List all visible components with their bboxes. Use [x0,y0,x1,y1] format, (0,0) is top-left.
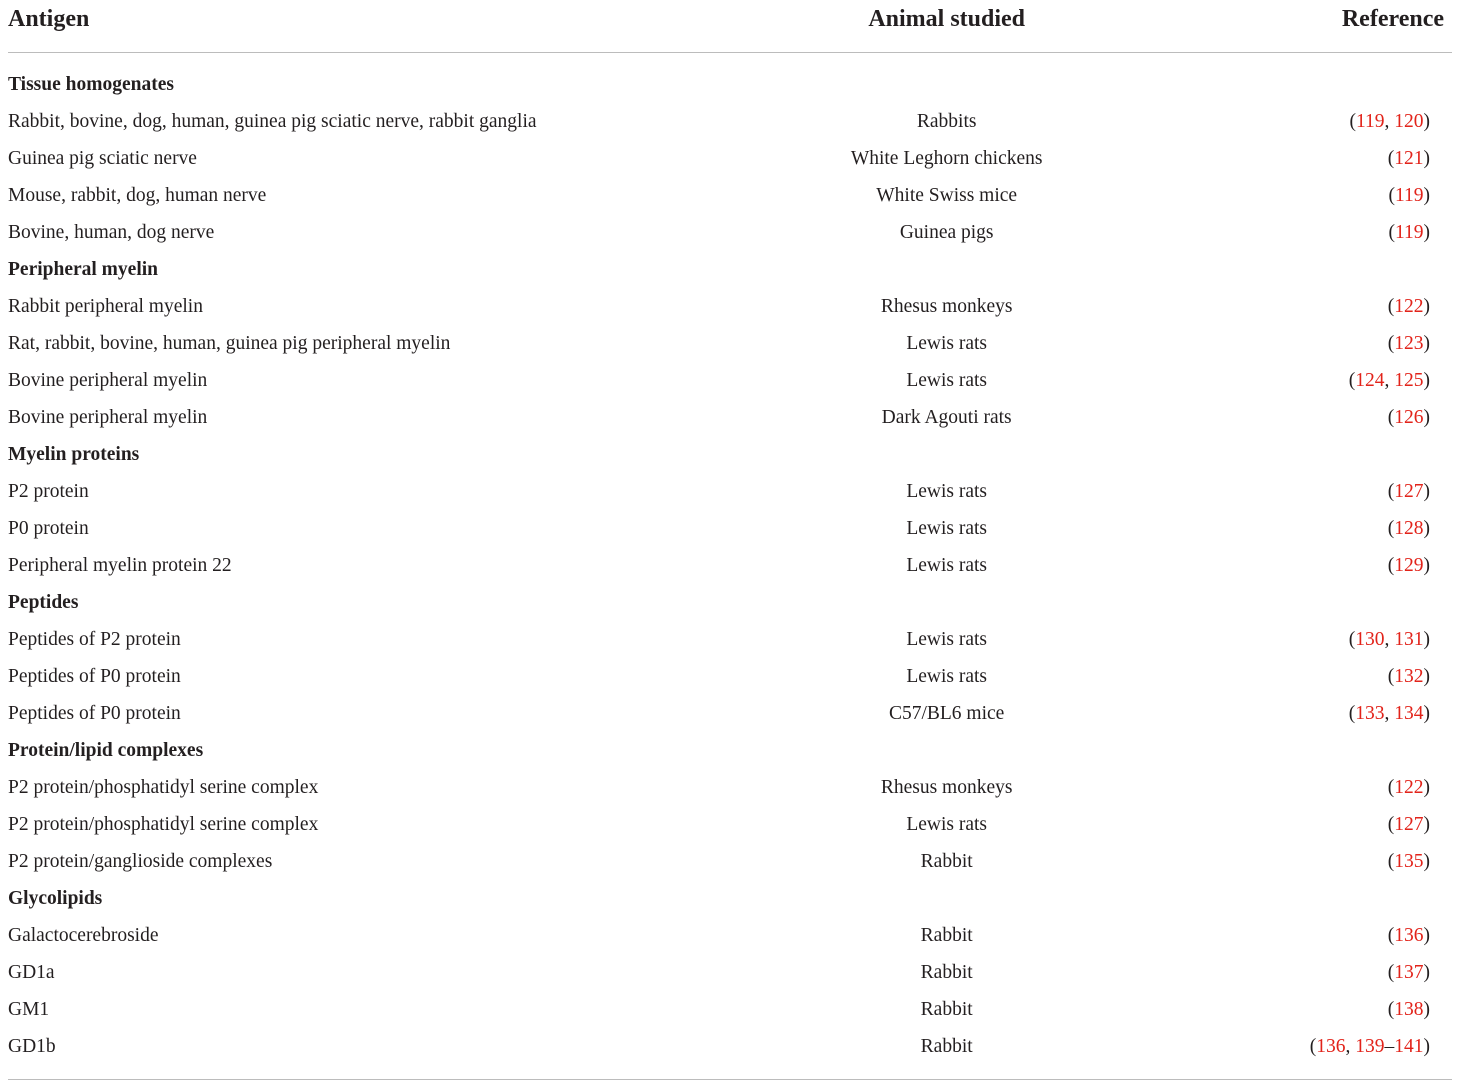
header-spacer [8,53,1452,67]
reference-cell: (119) [1388,185,1430,206]
antigen-cell: Bovine peripheral myelin [8,407,208,428]
reference-link[interactable]: 128 [1394,518,1424,539]
reference-link[interactable]: 121 [1394,148,1424,169]
header-row [8,0,1452,53]
animal-cell: Rhesus monkeys [880,777,1013,798]
animal-cell: Lewis rats [906,333,987,354]
table-row [8,695,1452,732]
table-row [8,843,1452,880]
reference-cell: (119) [1388,222,1430,243]
reference-link[interactable]: 133 [1355,703,1385,724]
reference-cell: (136, 139–141) [1309,1036,1430,1057]
reference-cell: (124, 125) [1348,370,1430,391]
reference-cell: (129) [1387,555,1430,576]
reference-cell: (126) [1387,407,1430,428]
antigen-cell: GM1 [8,999,50,1020]
reference-link[interactable]: 137 [1394,962,1424,983]
reference-link[interactable]: 123 [1394,333,1424,354]
animal-cell: Lewis rats [906,481,987,502]
table-row [8,547,1452,584]
antigen-cell: P2 protein/ganglioside complexes [8,851,273,872]
animal-cell: Lewis rats [906,814,987,835]
reference-link[interactable]: 119 [1394,222,1424,243]
table-row [8,991,1452,1028]
animal-cell: Lewis rats [906,666,987,687]
antigen-cell: Mouse, rabbit, dog, human nerve [8,185,267,206]
table-row [8,1028,1452,1065]
reference-cell: (128) [1387,518,1430,539]
reference-cell: (122) [1387,777,1430,798]
antigen-cell: Peptides of P0 protein [8,666,181,687]
table-bottom-rule [8,1079,1452,1080]
reference-link[interactable]: 124 [1355,370,1385,391]
reference-cell: (138) [1387,999,1430,1020]
section-heading-row [8,732,1452,769]
section-heading: Protein/lipid complexes [8,740,204,761]
animal-cell: Rabbit [920,1036,973,1057]
reference-cell: (119, 120) [1349,111,1430,132]
table-row [8,214,1452,251]
reference-link[interactable]: 122 [1394,296,1424,317]
reference-cell: (127) [1387,814,1430,835]
antigen-cell: P2 protein [8,481,89,502]
reference-cell: (136) [1387,925,1430,946]
reference-link[interactable]: 122 [1394,777,1424,798]
animal-cell: Rabbit [920,999,973,1020]
antigen-cell: P0 protein [8,518,89,539]
header-antigen: Antigen [8,0,587,53]
reference-cell: (121) [1387,148,1430,169]
reference-link[interactable]: 127 [1394,481,1424,502]
reference-link[interactable]: 139 [1355,1036,1385,1057]
animal-cell: Lewis rats [906,555,987,576]
reference-cell: (123) [1387,333,1430,354]
animal-cell: Dark Agouti rats [881,407,1012,428]
reference-link[interactable]: 120 [1394,111,1424,132]
reference-cell: (127) [1387,481,1430,502]
antigen-cell: GD1a [8,962,55,983]
section-heading-row [8,880,1452,917]
reference-link[interactable]: 129 [1394,555,1424,576]
table-row [8,917,1452,954]
table-row [8,177,1452,214]
animal-cell: Rabbit [920,925,973,946]
animal-cell: Rabbit [920,851,973,872]
antigen-cell: P2 protein/phosphatidyl serine complex [8,777,319,798]
antigen-cell: Peptides of P2 protein [8,629,181,650]
section-heading: Peptides [8,592,79,613]
antigen-cell: Rabbit, bovine, dog, human, guinea pig sciatic nerve, rabbit ganglia [8,111,537,132]
animal-cell: Rabbit [920,962,973,983]
animal-cell: White Leghorn chickens [850,148,1043,169]
reference-cell: (132) [1387,666,1430,687]
table-row [8,510,1452,547]
section-heading: Glycolipids [8,888,103,909]
header-reference: Reference [1306,0,1452,53]
animal-cell: C57/BL6 mice [888,703,1005,724]
antigen-cell: Guinea pig sciatic nerve [8,148,197,169]
antigen-cell: Peripheral myelin protein 22 [8,555,232,576]
reference-link[interactable]: 125 [1394,370,1424,391]
table-body [8,53,1452,1066]
animal-cell: Rhesus monkeys [880,296,1013,317]
table-row [8,362,1452,399]
table-row [8,954,1452,991]
reference-link[interactable]: 136 [1316,1036,1346,1057]
reference-link[interactable]: 135 [1394,851,1424,872]
reference-link[interactable]: 119 [1394,185,1424,206]
animal-cell: Lewis rats [906,629,987,650]
reference-link[interactable]: 132 [1394,666,1424,687]
section-heading-row [8,66,1452,103]
reference-cell: (133, 134) [1348,703,1430,724]
antigen-table [8,0,1452,1065]
reference-cell: (137) [1387,962,1430,983]
section-heading-row [8,436,1452,473]
animal-cell: Lewis rats [906,370,987,391]
reference-link[interactable]: 126 [1394,407,1424,428]
reference-link[interactable]: 131 [1394,629,1424,650]
section-heading: Peripheral myelin [8,259,159,280]
antigen-cell: Rat, rabbit, bovine, human, guinea pig peripheral myelin [8,333,451,354]
section-heading: Myelin proteins [8,444,140,465]
table-row [8,806,1452,843]
antigen-cell: Bovine peripheral myelin [8,370,208,391]
antigen-cell: P2 protein/phosphatidyl serine complex [8,814,319,835]
antigen-cell: Rabbit peripheral myelin [8,296,203,317]
table-row [8,399,1452,436]
animal-cell: Lewis rats [906,518,987,539]
section-heading: Tissue homogenates [8,74,174,95]
spacer-cell [8,53,1452,67]
table-row [8,288,1452,325]
table-row [8,140,1452,177]
table-row [8,769,1452,806]
reference-link[interactable]: 119 [1355,111,1385,132]
table-row [8,621,1452,658]
table-row [8,658,1452,695]
reference-link[interactable]: 127 [1394,814,1424,835]
antigen-cell: Bovine, human, dog nerve [8,222,215,243]
section-heading-row [8,251,1452,288]
table-row [8,103,1452,140]
reference-link[interactable]: 134 [1394,703,1424,724]
antigen-cell: Peptides of P0 protein [8,703,181,724]
reference-link[interactable]: 141 [1394,1036,1424,1057]
animal-cell: Rabbits [916,111,977,132]
antigen-cell: GD1b [8,1036,56,1057]
table-row [8,473,1452,510]
header-animal-studied: Animal studied [587,0,1306,53]
animal-cell: White Swiss mice [876,185,1018,206]
reference-cell: (130, 131) [1348,629,1430,650]
reference-cell: (135) [1387,851,1430,872]
table-header [8,0,1452,53]
reference-link[interactable]: 136 [1394,925,1424,946]
antigen-cell: Galactocerebroside [8,925,159,946]
reference-link[interactable]: 138 [1394,999,1424,1020]
reference-cell: (122) [1387,296,1430,317]
section-heading-row [8,584,1452,621]
animal-cell: Guinea pigs [899,222,994,243]
reference-link[interactable]: 130 [1355,629,1385,650]
table-row [8,325,1452,362]
